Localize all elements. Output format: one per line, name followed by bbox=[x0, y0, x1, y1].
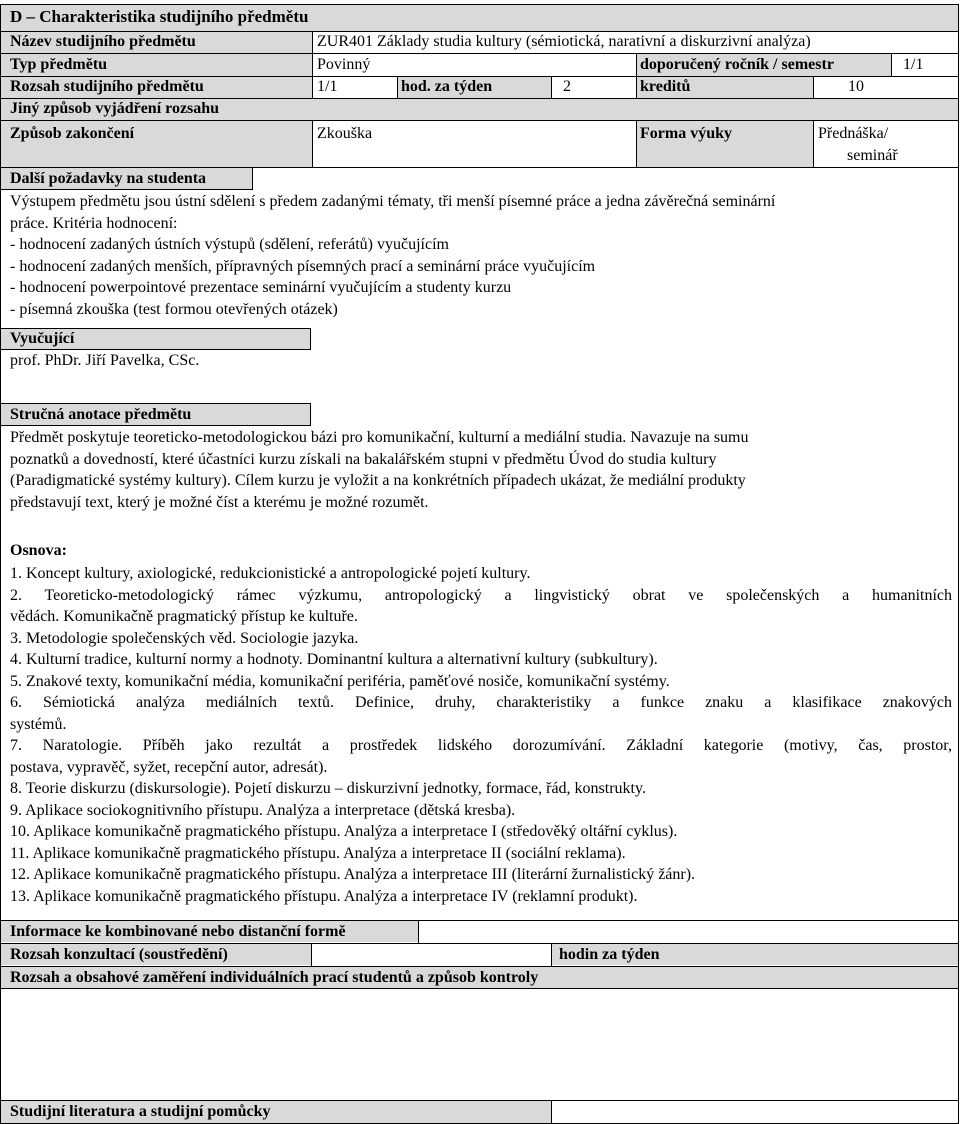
outline-item: vědách. Komunikačně pragmatický přístup ke kultuře. bbox=[10, 608, 358, 625]
outline-item: 1. Koncept kultury, axiologické, redukcionistické a antropologické pojetí kultury. bbox=[10, 565, 531, 582]
requirements-line: - písemná zkouška (test formou otevřených otázek) bbox=[10, 300, 338, 318]
annotation-label: Stručná anotace předmětu bbox=[10, 406, 192, 423]
hours-per-week-label: hod. za týden bbox=[401, 78, 493, 95]
individual-work-label: Rozsah a obsahové zaměření individuálních prací studentů a způsob kontroly bbox=[10, 969, 539, 986]
outline-item: 7. Naratologie. Příběh jako rezultát a prostředek lidského dorozumívání. Základní kategorie (motivy, čas, prostor, bbox=[10, 737, 952, 754]
section-title: D – Charakteristika studijního předmětu bbox=[10, 7, 309, 26]
year-semester-label: doporučený ročník / semestr bbox=[640, 56, 834, 73]
course-type-value: Povinný bbox=[317, 56, 371, 73]
teacher-label: Vyučující bbox=[10, 330, 75, 347]
annotation-line: Předmět poskytuje teoreticko-metodologickou bázi pro komunikační, kulturní a mediální studia. Navazuje na sumu bbox=[10, 429, 749, 446]
completion-label: Způsob zakončení bbox=[10, 125, 135, 142]
credits-value: 10 bbox=[848, 78, 864, 95]
hours-per-week-value: 2 bbox=[563, 78, 571, 95]
outline-item: 4. Kulturní tradice, kulturní normy a hodnoty. Dominantní kultura a alternativní kultury (subkultury). bbox=[10, 651, 658, 668]
teaching-form-value: Přednáška/ bbox=[818, 125, 889, 142]
course-name-label: Název studijního předmětu bbox=[10, 33, 196, 50]
outline-item: 5. Znakové texty, komunikační média, komunikační periféria, paměťové nosiče, komunikační systémy. bbox=[10, 672, 670, 690]
outline-item: 10. Aplikace komunikačně pragmatického přístupu. Analýza a interpretace I (středověký oltářní cyklus). bbox=[10, 823, 678, 840]
outline-item: 13. Aplikace komunikačně pragmatického přístupu. Analýza a interpretace IV (reklamní produkt). bbox=[10, 887, 638, 905]
requirements-line: práce. Kritéria hodnocení: bbox=[10, 214, 178, 232]
outline-item: 3. Metodologie společenských věd. Sociologie jazyka. bbox=[10, 629, 359, 647]
annotation-text bbox=[10, 427, 952, 513]
annotation-line: poznatků a dovedností, které účastníci kurzu získali na bakalářském stupni v předmětu Úvod do studia kultury bbox=[10, 450, 717, 468]
outline-item: 12. Aplikace komunikačně pragmatického přístupu. Analýza a interpretace III (literární žurnalistický žánr). bbox=[10, 866, 696, 883]
scope-label: Rozsah studijního předmětu bbox=[10, 78, 204, 95]
requirements-line: - hodnocení zadaných menších, přípravných písemných prací a seminární práce vyučujícím bbox=[10, 257, 596, 275]
year-semester-value: 1/1 bbox=[903, 56, 924, 73]
consultation-label: Rozsah konzultací (soustředění) bbox=[10, 946, 228, 963]
outline-item: postava, vypravěč, syžet, recepční autor, adresát). bbox=[10, 758, 328, 776]
requirements-text bbox=[10, 191, 952, 320]
other-scope-label: Jiný způsob vyjádření rozsahu bbox=[10, 100, 220, 117]
hours-per-week-unit: hodin za týden bbox=[559, 946, 660, 963]
scope-value: 1/1 bbox=[317, 78, 338, 95]
credits-label: kreditů bbox=[640, 78, 691, 95]
annotation-line: představují text, který je možné číst a kterému je možné rozumět. bbox=[10, 493, 429, 511]
outline-item: 11. Aplikace komunikačně pragmatického přístupu. Analýza a interpretace II (sociální reklama). bbox=[10, 844, 626, 862]
course-name-value: ZUR401 Základy studia kultury (sémiotická, narativní a diskurzivní analýza) bbox=[317, 33, 811, 50]
course-type-label: Typ předmětu bbox=[10, 56, 108, 73]
annotation-line: (Paradigmatické systémy kultury). Cílem kurzu je vyložit a na konkrétních případech ukázat, že mediální produkty bbox=[10, 472, 746, 489]
outline-item: 6. Sémiotická analýza mediálních textů. Definice, druhy, charakteristiky a funkce znaku a klasifikace znakových bbox=[10, 694, 952, 711]
teaching-form-value-2: seminář bbox=[847, 147, 898, 164]
distance-form-label: Informace ke kombinované nebo distanční formě bbox=[10, 923, 346, 940]
requirements-label: Další požadavky na studenta bbox=[10, 170, 207, 187]
outline-item: 2. Teoreticko-metodologický rámec výzkumu, antropologický a lingvistický obrat ve společenských a humanitních bbox=[10, 586, 952, 604]
teaching-form-label: Forma výuky bbox=[640, 125, 732, 142]
requirements-line: Výstupem předmětu jsou ústní sdělení s předem zadanými tématy, tři menší písemné práce a jedna závěrečná seminární bbox=[10, 193, 776, 210]
outline-item: 8. Teorie diskurzu (diskursologie). Pojetí diskurzu – diskurzivní jednotky, formace, řád, konstrukty. bbox=[10, 780, 646, 797]
outline-label: Osnova: bbox=[10, 542, 67, 559]
teacher-name: prof. PhDr. Jiří Pavelka, CSc. bbox=[10, 352, 200, 369]
outline-item: systémů. bbox=[10, 715, 67, 733]
completion-value: Zkouška bbox=[317, 125, 373, 142]
outline-item: 9. Aplikace sociokognitivního přístupu. Analýza a interpretace (dětská kresba). bbox=[10, 801, 516, 819]
requirements-line: - hodnocení powerpointové prezentace seminární vyučujícím a studenty kurzu bbox=[10, 279, 512, 296]
requirements-line: - hodnocení zadaných ústních výstupů (sdělení, referátů) vyučujícím bbox=[10, 236, 449, 253]
outline-list bbox=[10, 563, 952, 907]
literature-label: Studijní literatura a studijní pomůcky bbox=[10, 1103, 271, 1120]
